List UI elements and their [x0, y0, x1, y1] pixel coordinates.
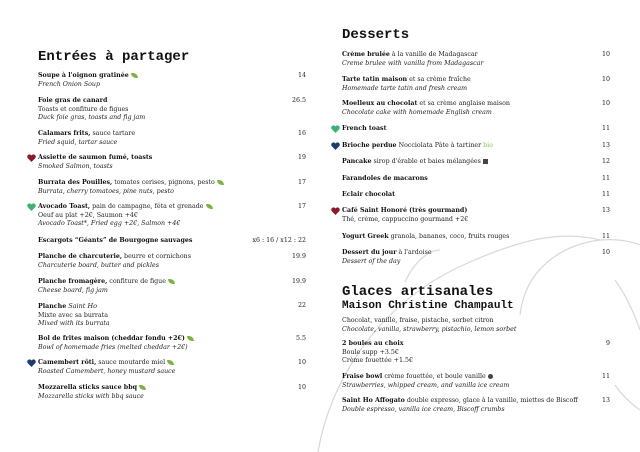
- item-name: Camembert rôti,: [38, 359, 97, 366]
- menu-item: [38, 359, 306, 376]
- item-french: Boule supp +3.5€: [342, 348, 399, 356]
- item-name: Assiette de saumon fumé, toasts: [38, 154, 153, 161]
- item-name: 2 boules au choix: [342, 340, 404, 347]
- item-english: Charcuterie board, butter and pickles: [38, 261, 159, 269]
- heart-red-icon: [331, 207, 340, 215]
- item-name: Avocado Toast,: [38, 203, 91, 210]
- berries-icon: [483, 159, 488, 164]
- heart-blue-icon: [27, 359, 36, 367]
- item-price: 10: [601, 51, 610, 58]
- item-name: Eclair chocolat: [342, 191, 396, 198]
- item-english: Dessert of the day: [342, 257, 401, 265]
- item-french: Crème fouettée +1.5€: [342, 357, 413, 365]
- item-price: 19: [297, 154, 306, 161]
- item-price: 19.9: [291, 253, 306, 260]
- item-english: Roasted Camembert, honey mustard sauce: [38, 367, 176, 375]
- vegetarian-leaf-icon: [206, 204, 213, 209]
- item-price: 17: [297, 179, 306, 186]
- saint-ho-signature-logo: Saint Ho: [68, 302, 98, 310]
- menu-item: [38, 384, 306, 401]
- item-desc: sauce tartare: [90, 130, 136, 137]
- item-price: 10: [601, 100, 610, 107]
- item-french: Thé, crème, cappuccino gourmand +2€: [342, 215, 469, 223]
- item-english: Avocado Toast*, Fried egg +2€, Salmon +4€: [38, 220, 181, 228]
- item-desc: granola, bananes, coco, fruits rouges: [388, 233, 510, 240]
- item-desc: crème fouettée, et boule vanille: [382, 373, 486, 380]
- vegetarian-leaf-icon: [168, 279, 175, 284]
- item-english: Creme brulee with vanilla from Madagascar: [342, 59, 484, 67]
- item-english: Fried squid, tartar sauce: [38, 138, 118, 146]
- heart-green-icon: [331, 125, 340, 133]
- item-price: 10: [601, 249, 610, 256]
- item-price: 12: [601, 158, 610, 165]
- item-desc: beurre et cornichons: [122, 253, 191, 260]
- item-name: Mozzarella sticks sauce bbq: [38, 384, 138, 391]
- item-name: Dessert du jour: [342, 249, 397, 256]
- menu-item: [38, 278, 306, 295]
- item-name: Fraise bowl: [342, 373, 383, 380]
- item-english: Mixed with its burrata: [38, 320, 110, 328]
- item-desc: confiture de figue: [107, 278, 166, 285]
- vegetarian-leaf-icon: [131, 73, 138, 78]
- item-desc: et sa crème fraîche: [407, 76, 471, 83]
- item-desc: double expresso, glace à la vanille, miettes de Biscoff: [404, 397, 578, 404]
- menu-item: [342, 142, 610, 151]
- item-name: Bol de frites maison (cheddar fondu +2€): [38, 335, 185, 342]
- item-name: Planche: [38, 303, 67, 310]
- intro-english: Chocolate, vanilla, strawberry, pistachio, lemon sorbet: [342, 325, 517, 333]
- item-name: Soupe à l'oignon gratinée: [38, 72, 129, 79]
- menu-item: [342, 100, 610, 117]
- menu-item: [342, 191, 610, 200]
- menu-item: [38, 253, 306, 270]
- item-french: Oeuf au plat +2€, Saumon +4€: [38, 211, 138, 219]
- bio-label: bio: [483, 142, 493, 149]
- item-french: Mixte avec sa burrata: [38, 311, 108, 319]
- item-price: 11: [601, 175, 610, 182]
- item-price: 10: [297, 359, 306, 366]
- item-english: Strawberries, whipped cream, and vanilla ice cream: [342, 381, 510, 389]
- section-title-entrees: Entrées à partager: [38, 49, 190, 65]
- vegetarian-leaf-icon: [187, 336, 194, 341]
- menu-item: [342, 51, 610, 68]
- item-name: Farandoles de macarons: [342, 175, 428, 182]
- item-price: x6 : 16 / x12 : 22: [252, 237, 306, 244]
- menu-item: [342, 207, 610, 224]
- item-price: 26.5: [291, 97, 306, 104]
- item-name: Tarte tatin maison: [342, 76, 408, 83]
- menu-item: [38, 72, 306, 89]
- item-name: Burrata des Pouilles,: [38, 179, 113, 186]
- item-english: Bowl of homemade fries (melted cheddar +2€): [38, 343, 188, 351]
- item-price: 11: [601, 373, 610, 380]
- menu-item: [38, 130, 306, 147]
- item-name: Moelleux au chocolat: [342, 100, 418, 107]
- menu-item: [342, 175, 610, 184]
- menu-item: [342, 340, 610, 366]
- item-price: 9: [605, 340, 610, 347]
- item-price: 10: [601, 76, 610, 83]
- item-price: 11: [601, 191, 610, 198]
- item-name: Café Saint Honoré (très gourmand): [342, 207, 468, 214]
- item-desc: pain de campagne, féta et grenade: [90, 203, 204, 210]
- item-desc: à la vanille de Madagascar: [389, 51, 478, 58]
- menu-item: [342, 125, 610, 134]
- menu-item: [38, 154, 306, 171]
- section-title-desserts: Desserts: [342, 27, 410, 43]
- item-english: Chocolate cake with homemade English cream: [342, 108, 492, 116]
- item-name: Calamars frits,: [38, 130, 91, 137]
- menu-item: [342, 397, 610, 414]
- item-price: 19.9: [291, 278, 306, 285]
- item-english: French Onion Soup: [38, 80, 101, 88]
- menu-item: [342, 373, 610, 390]
- menu-item: [38, 179, 306, 196]
- item-desc: sirop d'érable et baies mélangées: [371, 158, 481, 165]
- menu-item: [342, 233, 610, 242]
- item-english: Homemade tarte tatin and fresh cream: [342, 84, 468, 92]
- item-price: 16: [297, 130, 306, 137]
- strawberry-icon: [488, 374, 493, 379]
- menu-item: [38, 335, 306, 352]
- intro-french: Chocolat, vanille, fraise, pistache, sorbet citron: [342, 317, 494, 324]
- vegetarian-leaf-icon: [139, 385, 146, 390]
- vegetarian-leaf-icon: [167, 360, 174, 365]
- item-desc: sauce moutarde miel: [96, 359, 166, 366]
- item-price: 5.5: [295, 335, 306, 342]
- item-name: Yogurt Greek: [342, 233, 389, 240]
- item-price: 11: [601, 233, 610, 240]
- item-english: Mozzarella sticks with bbq sauce: [38, 392, 144, 400]
- menu-item: [38, 237, 306, 246]
- item-price: 17: [297, 203, 306, 210]
- item-price: 10: [297, 384, 306, 391]
- item-name: Saint Ho Affogato: [342, 397, 405, 404]
- item-price: 22: [297, 302, 306, 309]
- item-desc: et sa crème anglaise maison: [417, 100, 510, 107]
- item-desc: tomates cerises, pignons, pesto: [112, 179, 215, 186]
- item-price: 13: [601, 142, 610, 149]
- item-price: 11: [601, 125, 610, 132]
- section-subtitle-glaces: Maison Christine Champault: [342, 300, 514, 312]
- item-price: 14: [297, 72, 306, 79]
- item-name: Crème brulée: [342, 51, 390, 58]
- item-name: Brioche perdue: [342, 142, 397, 149]
- menu-item: [38, 203, 306, 229]
- item-english: Cheese board, fig jam: [38, 286, 108, 294]
- item-name: French toast: [342, 125, 387, 132]
- item-english: Double espresso, vanilla ice cream, Biscoff crumbs: [342, 405, 505, 413]
- item-price: 13: [601, 397, 610, 404]
- item-english: Burrata, cherry tomatoes, pine nuts, pesto: [38, 187, 174, 195]
- heart-blue-icon: [331, 142, 340, 150]
- item-name: Pancake: [342, 158, 372, 165]
- heart-green-icon: [27, 203, 36, 211]
- item-name: Planche de charcuterie,: [38, 253, 123, 260]
- menu-item: [38, 302, 306, 329]
- item-name: Escargots “Géants” de Bourgogne sauvages: [38, 237, 193, 244]
- item-name: Foie gras de canard: [38, 97, 108, 104]
- menu-item: [342, 158, 610, 167]
- item-english: Duck foie gras, toasts and fig jam: [38, 114, 146, 122]
- item-name: Planche fromagère,: [38, 278, 108, 285]
- item-french: Toasts et confiture de figues: [38, 105, 129, 113]
- item-price: 13: [601, 207, 610, 214]
- menu-item: [38, 97, 306, 123]
- section-title-glaces: Glaces artisanales: [342, 284, 494, 300]
- glaces-intro: [342, 317, 610, 334]
- item-desc: à l'ardoise: [396, 249, 432, 256]
- menu-item: [342, 76, 610, 93]
- item-english: Smoked Salmon, toasts: [38, 162, 113, 170]
- heart-red-icon: [27, 154, 36, 162]
- menu-item: [342, 249, 610, 266]
- item-desc: Nocciolata Pâte à tartiner: [396, 142, 484, 149]
- vegetarian-leaf-icon: [217, 180, 224, 185]
